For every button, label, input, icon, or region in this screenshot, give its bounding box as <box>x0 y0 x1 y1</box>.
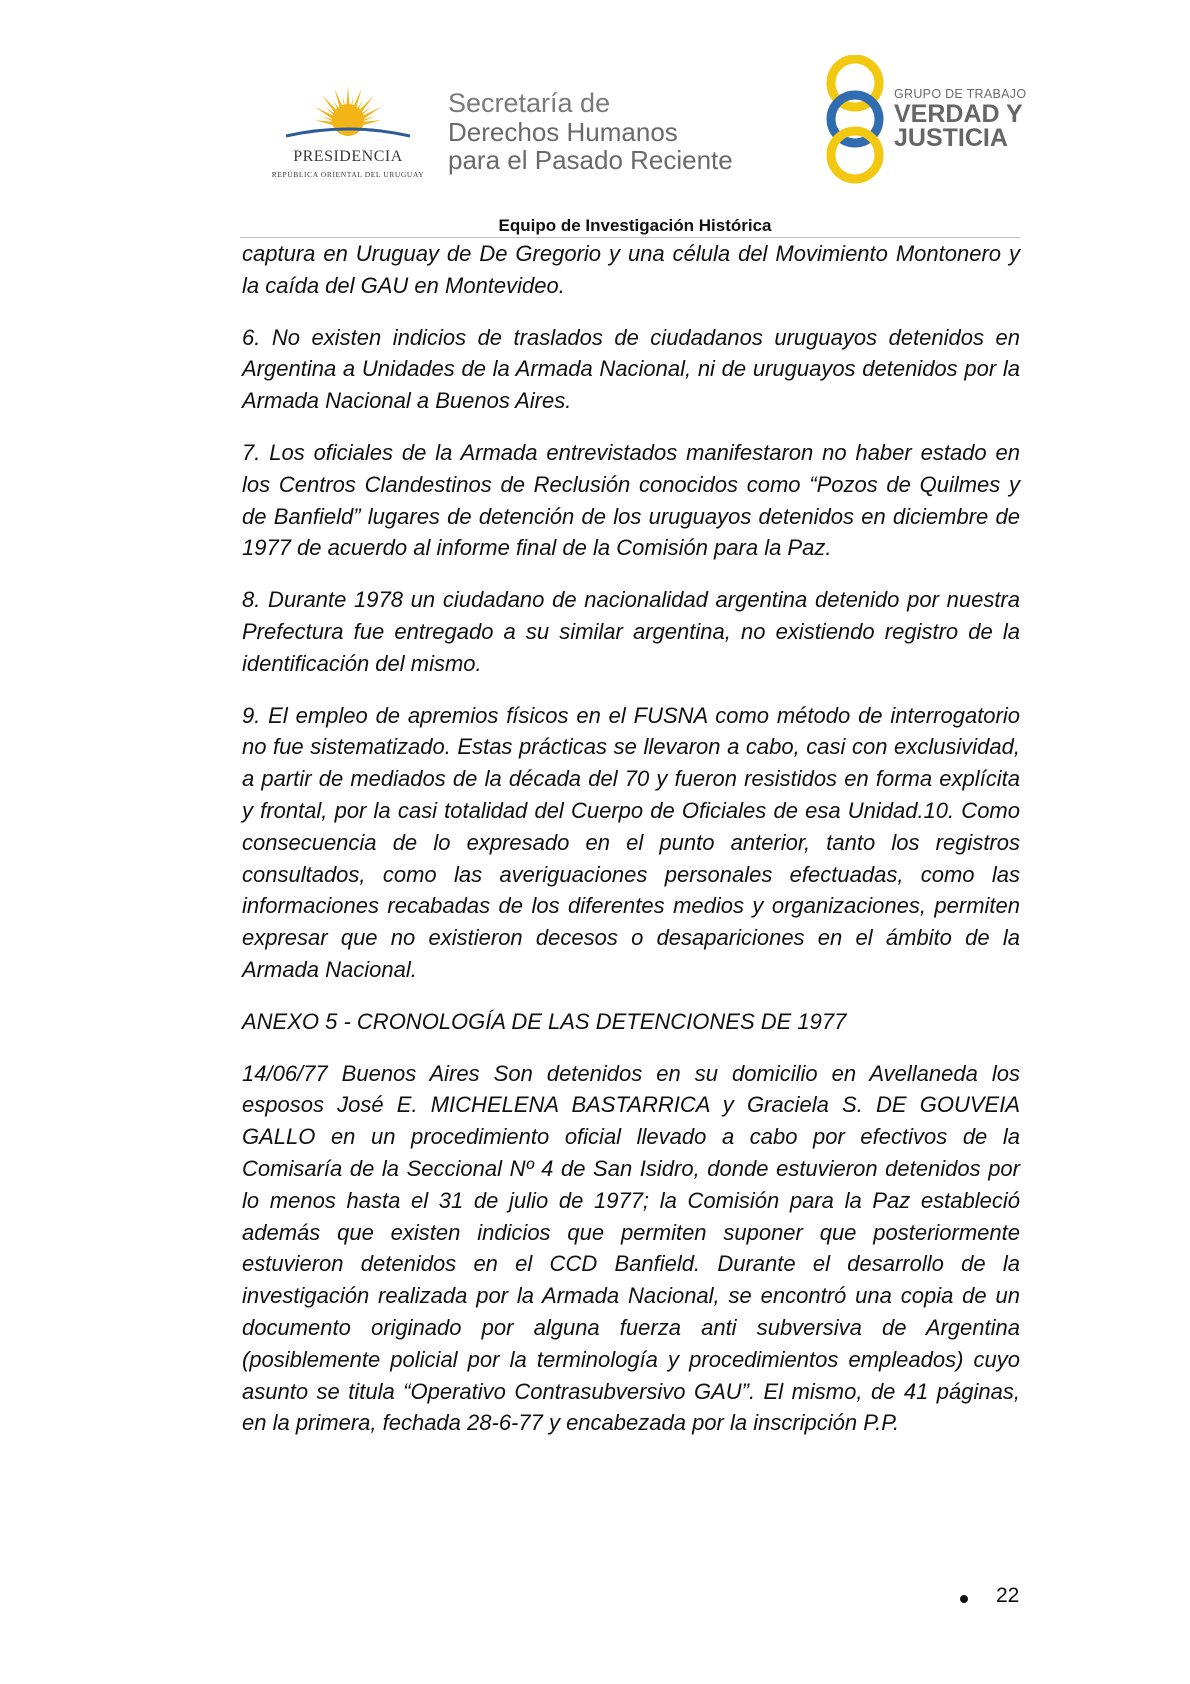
secretaria-line-1: Secretaría de <box>448 88 611 118</box>
page-number: 22 <box>996 1584 1020 1607</box>
paragraph-item-6: 6. No existen indicios de traslados de ciudadanos uruguayos detenidos en Argentina a Unidades de la Armada Nacional, ni de uruguayos detenidos por la Armada Nacional a Buenos Aires. <box>242 324 1020 414</box>
presidencia-subtitle: REPÚBLICA ORIENTAL DEL URUGUAY <box>271 170 425 179</box>
presidencia-name: PRESIDENCIA <box>293 148 403 165</box>
paragraph-continuation: captura en Uruguay de De Gregorio y una célula del Movimiento Montonero y la caída del GAU en Montevideo. <box>242 241 1020 298</box>
team-title: Equipo de Investigación Histórica <box>498 216 772 235</box>
secretaria-logo-text <box>448 88 788 174</box>
paragraph-item-7: 7. Los oficiales de la Armada entrevistados manifestaron no haber estado en los Centros Clandestinos de Reclusión conocidos como “Pozos de Quilmes y de Banfield” lugares de detención de los uruguayos detenidos en diciembre de 1977 de acuerdo al informe final de la Comisión para la Paz. <box>242 439 1020 561</box>
gtvj-title-line-2: JUSTICIA <box>894 124 1008 152</box>
chronology-entry: 14/06/77 Buenos Aires Son detenidos en su domicilio en Avellaneda los esposos José E. MICHELENA BASTARRICA y Graciela S. DE GOUVEIA GALLO en un procedimiento oficial llevado a cabo por efectivos de la Comisaría de la Seccional Nº 4 de San Isidro, donde estuvieron detenidos por lo menos hasta el 31 de julio de 1977; la Comisión para la Paz estableció además que existen indicios que permiten suponer que posteriormente estuvieron detenidos en el CCD Banfield. Durante el desarrollo de la investigación realizada por la Armada Nacional, se encontró una copia de un documento originado por alguna fuerza anti subversiva de Argentina (posiblemente policial por la terminología y procedimientos empleados) cuyo asunto se titula “Operativo Contrasubversivo GAU”. El mismo, de 41 páginas, en la primera, fechada 28-6-77 y encabezada por la inscripción P.P. <box>242 1060 1020 1436</box>
document-body <box>242 238 1020 1459</box>
paragraph-item-9: 9. El empleo de apremios físicos en el FUSNA como método de interrogatorio no fue sistematizado. Estas prácticas se llevaron a cabo, casi con exclusividad, a partir de mediados de la década del 70 y fueron resistidos en forma explícita y frontal, por la casi totalidad del Cuerpo de Oficiales de esa Unidad.10. Como consecuencia de lo expresado en el punto anterior, tanto los registros consultados, como las averiguaciones personales efectuadas, como las informaciones recabadas de los diferentes medios y organizaciones, permiten expresar que no existieron decesos o desapariciones en el ámbito de la Armada Nacional. <box>242 702 1020 982</box>
secretaria-line-2: Derechos Humanos <box>448 117 678 147</box>
gtvj-subtitle: GRUPO DE TRABAJO <box>894 87 1027 101</box>
paragraph-item-8: 8. Durante 1978 un ciudadano de nacionalidad argentina detenido por nuestra Prefectura fue entregado a su similar argentina, no existiendo registro de la identificación del mismo. <box>242 587 1020 676</box>
page-footer <box>960 1584 1030 1614</box>
gtvj-title-line-1: VERDAD Y <box>894 100 1023 128</box>
bullet-icon <box>960 1595 968 1603</box>
annex-heading: ANEXO 5 - CRONOLOGÍA DE LAS DETENCIONES DE 1977 <box>242 1008 847 1034</box>
presidencia-logo <box>268 78 428 178</box>
verdad-justicia-logo <box>820 55 1030 185</box>
page-header <box>0 0 1190 240</box>
linked-rings-icon <box>820 55 890 185</box>
secretaria-line-3: para el Pasado Reciente <box>448 145 733 175</box>
sun-emblem-icon <box>268 78 428 148</box>
